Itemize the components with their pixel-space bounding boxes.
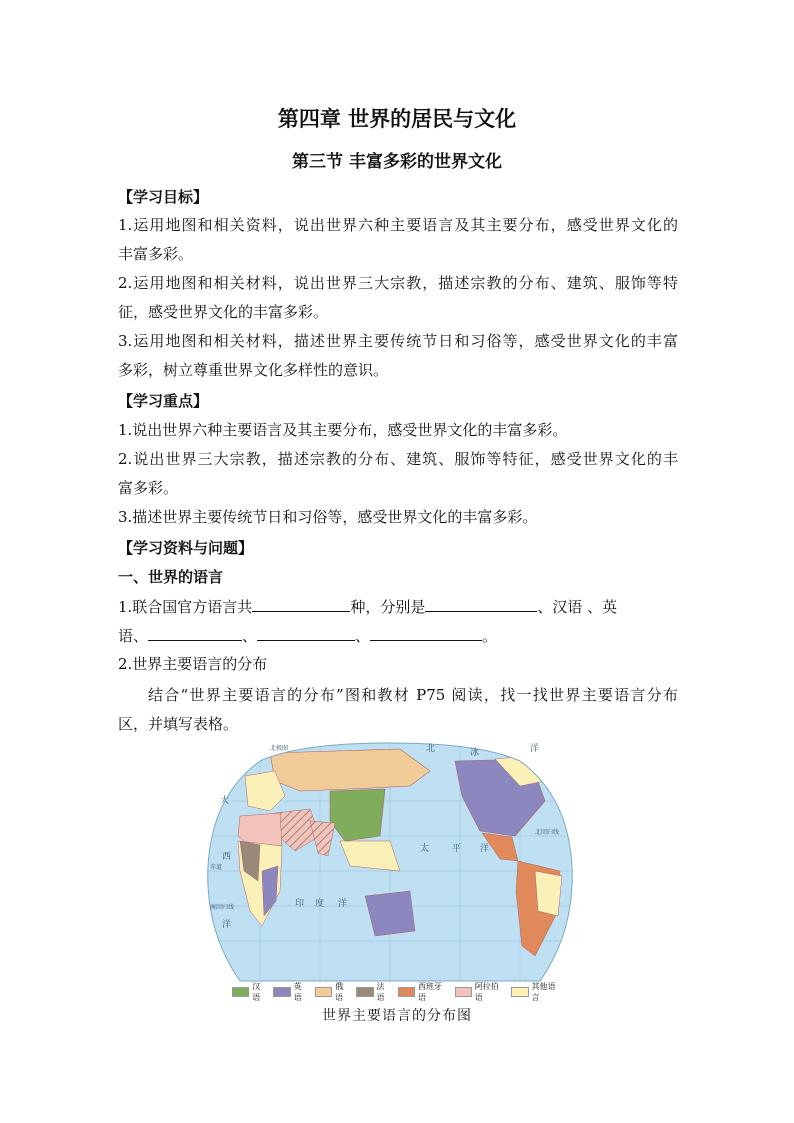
legend-item-spanish xyxy=(398,981,449,1003)
label-du: 度 xyxy=(315,899,325,909)
legend-item-french xyxy=(356,981,391,1003)
focus-line: 1.说出世界六种主要语言及其主要分布，感受世界文化的丰富多彩。 xyxy=(118,421,568,439)
label-ping: 平 xyxy=(452,844,462,854)
label-yang3: 洋 xyxy=(222,920,232,930)
map-caption: 世界主要语言的分布图 xyxy=(322,1008,472,1024)
label-da: 大 xyxy=(220,796,230,806)
label-equator: 赤道 xyxy=(210,864,223,871)
chapter-title: 第四章 世界的居民与文化 xyxy=(277,107,517,131)
blank-language-2[interactable] xyxy=(148,624,242,641)
legend-label: 法语 xyxy=(376,982,385,1002)
question-2-text: 结合“世界主要语言的分布”图和教材 P75 阅读，找一找世界主要语言分布 xyxy=(148,686,678,704)
legend-item-other xyxy=(511,981,562,1003)
focus-heading: 【学习重点】 xyxy=(118,392,209,410)
legend-item-chinese xyxy=(232,981,267,1003)
legend-label: 阿拉伯语 xyxy=(474,982,499,1002)
region-russian xyxy=(270,749,430,791)
question-2-title: 2.世界主要语言的分布 xyxy=(118,655,268,673)
goal-line: 丰富多彩。 xyxy=(118,245,194,263)
q1-text-e: 、 xyxy=(242,627,258,645)
legend-swatch xyxy=(398,987,415,997)
legend-swatch xyxy=(232,987,249,997)
focus-line: 2.说出世界三大宗教，描述宗教的分布、建筑、服饰等特征，感受世界文化的丰 xyxy=(118,450,678,468)
question-1-line-1 xyxy=(118,595,678,618)
legend-label: 西班牙语 xyxy=(418,982,442,1002)
part1-title: 一、世界的语言 xyxy=(118,568,224,586)
materials-heading: 【学习资料与问题】 xyxy=(118,539,254,557)
goal-line: 3.运用地图和相关材料，描述世界主要传统节日和习俗等，感受世界文化的丰富 xyxy=(118,332,678,350)
legend-label: 汉语 xyxy=(252,982,261,1002)
legend-item-english xyxy=(273,981,308,1003)
legend-label: 俄语 xyxy=(335,982,344,1002)
label-tropic-capricorn: 南回归线 xyxy=(210,904,235,911)
q1-text-f: 、 xyxy=(355,627,371,645)
legend-swatch xyxy=(273,987,290,997)
legend-swatch xyxy=(315,987,332,997)
label-ice: 冰 xyxy=(470,748,480,758)
goals-heading: 【学习目标】 xyxy=(118,188,209,206)
blank-language-1[interactable] xyxy=(425,595,537,612)
map-svg xyxy=(200,741,580,991)
q1-text-d: 语、 xyxy=(118,627,149,645)
goal-line: 1.运用地图和相关资料，说出世界六种主要语言及其主要分布，感受世界文化的 xyxy=(118,216,678,234)
legend-label: 英语 xyxy=(293,982,302,1002)
blank-count[interactable] xyxy=(252,595,350,612)
region-brazil xyxy=(535,871,562,916)
section-title: 第三节 丰富多彩的世界文化 xyxy=(292,152,502,172)
label-arctic-circle: 北极圈 xyxy=(270,745,289,752)
label-yin: 印 xyxy=(295,899,305,909)
goal-line: 多彩，树立尊重世界文化多样性的意识。 xyxy=(118,361,389,379)
legend-label: 其他语言 xyxy=(531,982,556,1002)
focus-line: 富多彩。 xyxy=(118,479,179,497)
legend-item-russian xyxy=(315,981,350,1003)
label-tropic-cancer: 北回归线 xyxy=(535,829,560,836)
label-north: 北 xyxy=(426,744,436,754)
label-xi: 西 xyxy=(222,852,232,862)
label-yang-pacific: 洋 xyxy=(480,844,490,854)
map-legend xyxy=(232,982,562,1002)
blank-language-4[interactable] xyxy=(370,624,482,641)
blank-language-3[interactable] xyxy=(257,624,355,641)
goal-line: 征，感受世界文化的丰富多彩。 xyxy=(118,303,329,321)
question-2-text-cont: 区，并填写表格。 xyxy=(118,715,239,733)
legend-swatch xyxy=(455,987,472,997)
label-tai: 太 xyxy=(420,844,430,854)
goal-line: 2.运用地图和相关材料，说出世界三大宗教，描述宗教的分布、建筑、服饰等特 xyxy=(118,274,678,292)
label-yang-indian: 洋 xyxy=(338,899,348,909)
q1-text-g: 。 xyxy=(482,627,498,645)
q1-text-c: 、汉语 、英 xyxy=(537,598,618,616)
legend-swatch xyxy=(511,987,528,997)
q1-text-b: 种，分别是 xyxy=(350,598,426,616)
world-language-map xyxy=(200,741,580,991)
legend-swatch xyxy=(356,987,373,997)
focus-line: 3.描述世界主要传统节日和习俗等，感受世界文化的丰富多彩。 xyxy=(118,508,538,526)
legend-item-arabic xyxy=(455,981,506,1003)
question-1-line-2 xyxy=(118,624,678,647)
label-yang: 洋 xyxy=(530,744,540,754)
q1-text-a: 1.联合国官方语言共 xyxy=(118,598,253,616)
